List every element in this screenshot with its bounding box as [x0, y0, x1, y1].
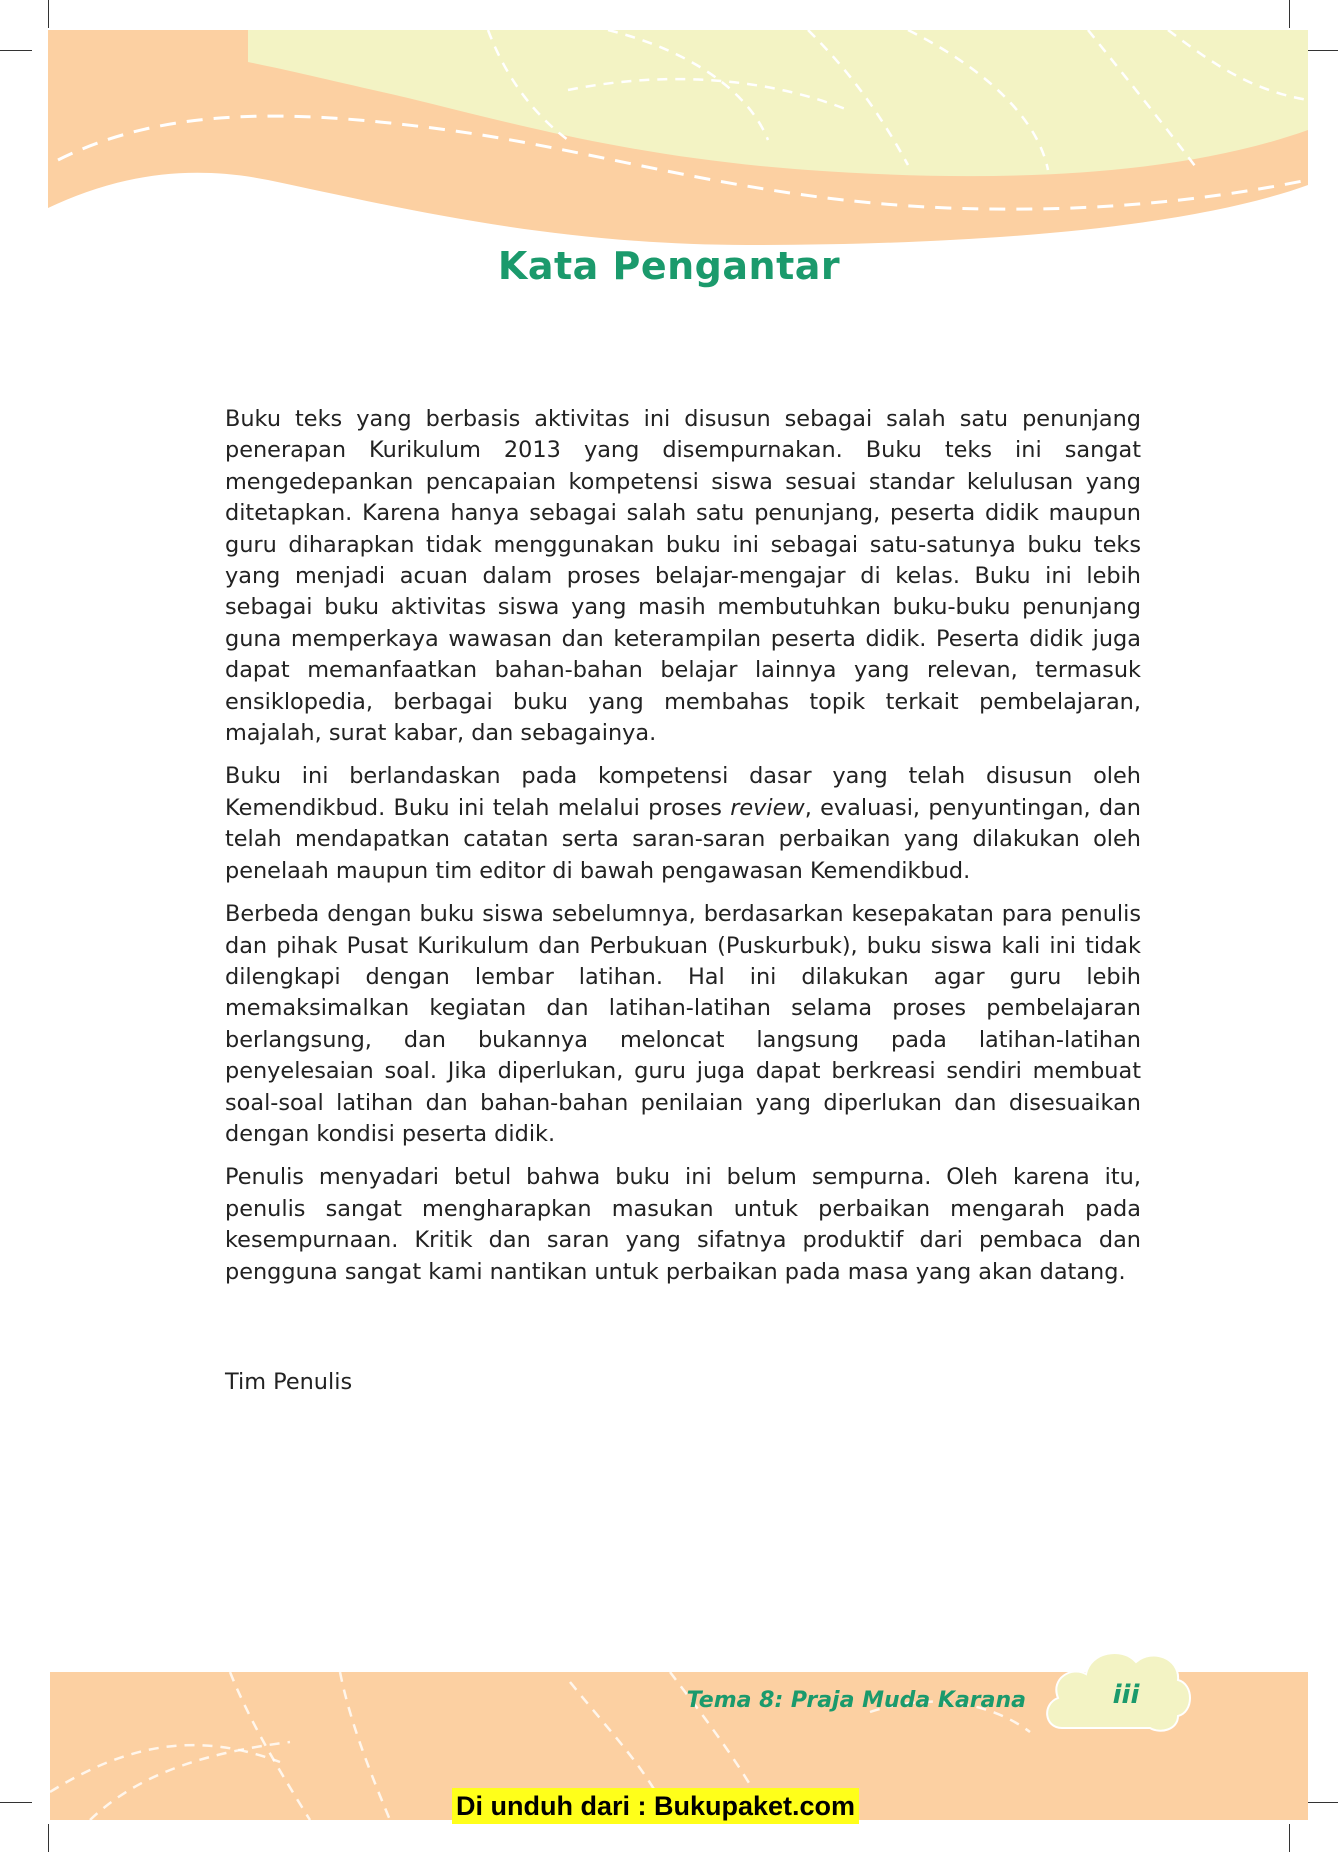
paragraph: [225, 761, 1141, 887]
crop-mark: [48, 0, 49, 28]
emphasis-text: review: [730, 794, 805, 821]
body-text: [225, 404, 1141, 1300]
page-title: Kata Pengantar: [497, 244, 841, 288]
paragraph-text: , evaluasi, penyuntingan, dan telah mendapatkan catatan serta saran-saran perbaikan yang dilakukan oleh penelaah maupun tim editor di bawah pengawasan Kemendikbud.: [225, 794, 1141, 884]
paragraph: [225, 1162, 1141, 1288]
crop-mark: [1289, 1824, 1290, 1852]
crop-mark: [1289, 0, 1290, 28]
crop-mark: [1306, 1802, 1338, 1803]
download-source-banner: Di unduh dari : Bukupaket.com: [452, 1788, 859, 1824]
paragraph-text: Berbeda dengan buku siswa sebelumnya, berdasarkan kesepakatan para penulis dan pihak Pusat Kurikulum dan Perbukuan (Puskurbuk), buku siswa kali ini tidak dilengkapi dengan lembar latihan. Hal ini dilakukan agar guru lebih memaksimalkan kegiatan dan latihan-latihan selama proses pembelajaran berlangsung, dan bukannya meloncat langsung pada latihan-latihan penyelesaian soal. Jika diperlukan, guru juga dapat berkreasi sendiri membuat soal-soal latihan dan bahan-bahan penilaian yang diperlukan dan disesuaikan dengan kondisi peserta didik.: [225, 901, 1141, 1147]
paragraph-text: Penulis menyadari betul bahwa buku ini belum sempurna. Oleh karena itu, penulis sangat mengharapkan masukan untuk perbaikan mengarah pada kesempurnaan. Kritik dan saran yang sifatnya produktif dari pembaca dan pengguna sangat kami nantikan untuk perbaikan pada masa yang akan datang.: [225, 1164, 1141, 1285]
footer-theme-label: Tema 8: Praja Muda Karana: [686, 1688, 1026, 1713]
signature: Tim Penulis: [225, 1369, 353, 1395]
crop-mark: [1306, 50, 1338, 51]
crop-mark: [48, 1824, 49, 1852]
paragraph-text: Buku ini berlandaskan pada kompetensi dasar yang telah disusun oleh Kemendikbud. Buku ini telah melalui proses: [225, 763, 1141, 821]
paragraph-text: Buku teks yang berbasis aktivitas ini disusun sebagai salah satu penunjang penerapan Kurikulum 2013 yang disempurnakan. Buku teks ini sangat mengedepankan pencapaian kompetensi siswa sesuai standar kelulusan yang ditetapkan. Karena hanya sebagai salah satu penunjang, peserta didik maupun guru diharapkan tidak menggunakan buku ini sebagai satu-satunya buku teks yang menjadi acuan dalam proses belajar-mengajar di kelas. Buku ini lebih sebagai buku aktivitas siswa yang masih membutuhkan buku-buku penunjang guna memperkaya wawasan dan keterampilan peserta didik. Peserta didik juga dapat memanfaatkan bahan-bahan belajar lainnya yang relevan, termasuk ensiklopedia, berbagai buku yang membahas topik terkait pembelajaran, majalah, surat kabar, dan sebagainya.: [225, 406, 1141, 747]
paragraph: [225, 899, 1141, 1150]
paragraph: [225, 404, 1141, 749]
header-wave-decoration: [48, 30, 1308, 260]
crop-mark: [0, 1802, 32, 1803]
crop-mark: [0, 50, 32, 51]
page-number: iii: [1112, 1680, 1140, 1710]
